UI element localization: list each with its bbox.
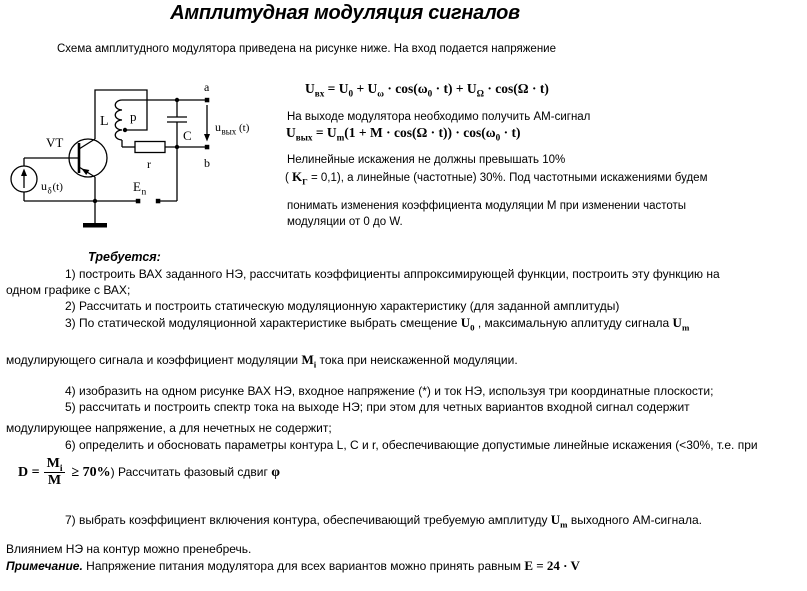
fraction-denominator: M: [47, 473, 62, 488]
task-6: 6) определить и обосновать параметры контура L, C и r, обеспечивающие допустимые линейные искажения (<30%, т.е. при: [65, 438, 758, 452]
resistor-body: [135, 142, 165, 153]
terminal-a-dot: [205, 98, 210, 103]
fraction-lead: D =: [18, 464, 40, 480]
top-junction-dot: [175, 98, 179, 102]
source-label-arg: (t): [52, 181, 63, 193]
intro-text: Схема амплитудного модулятора приведена на рисунке ниже. На вход подается напряжение: [57, 43, 556, 55]
circuit-labels: [41, 80, 250, 198]
task-3-line-1: 3) По статической модуляционной характеристике выбрать смещение $U_0$ , максимальную аплитуду сигнала $U_m$: [65, 315, 690, 333]
transistor-label: VT: [46, 135, 64, 150]
source-label-u: u: [41, 179, 47, 193]
am-signal-note: На выходе модулятора необходимо получить АМ-сигнал: [287, 111, 591, 123]
task-3-line-2: модулирующего сигнала и коэффициент модуляции $M_i$ тока при неискаженной модуляции.: [6, 352, 518, 370]
tap-junction-dot: [123, 128, 127, 132]
source-arrowhead: [21, 169, 27, 177]
formula-output-voltage: $U_{вых} = U_m(1 + M \cdot \cos(\Omega \cdot t)) \cdot \cos(\omega_0 \cdot t)$: [286, 125, 521, 143]
terminal-b-dot: [205, 145, 210, 150]
page-title: Амплитудная модуляция сигналов: [170, 2, 520, 24]
bottom-junction-dot: [175, 145, 179, 149]
circuit-svg: [8, 72, 283, 240]
node-b-label: b: [204, 156, 210, 170]
capacitor-label: C: [183, 128, 192, 143]
fraction: [44, 456, 66, 488]
task-4: 4) изобразить на одном рисунке ВАХ НЭ, входное напряжение (*) и ток НЭ, используя три координатные плоскости;: [65, 384, 714, 398]
neglect-note: Влиянием НЭ на контур можно пренебречь.: [6, 542, 252, 556]
output-arrowhead: [204, 134, 210, 142]
tap-label: p: [130, 109, 137, 124]
source-label-sub: δ: [47, 185, 52, 196]
fraction-rest: ≥ 70%) Рассчитать фазовый сдвиг φ: [71, 464, 280, 480]
task-5-line-1: 5) рассчитать и построить спектр тока на выходе НЭ; при этом для четных вариантов входной сигнал содержит: [65, 400, 690, 414]
node-a-label: a: [204, 80, 210, 94]
task-1-line-2: одном графике с ВАХ;: [6, 283, 131, 297]
task-5-line-2: модулирующее напряжение, а для нечетных не содержит;: [6, 421, 332, 435]
footnote: Примечание. Напряжение питания модулятора для всех вариантов можно принять равным E = 24 · V: [6, 558, 580, 573]
supply-terminal-right: [156, 199, 161, 204]
distortion-note-2: ( $K_Г = 0,1$), а линейные (частотные) 30%. Под частотными искажениями будем: [285, 169, 708, 187]
resistor-label: r: [147, 157, 151, 171]
supply-label: E: [133, 179, 141, 194]
inductor-coil: [115, 100, 122, 140]
fraction-numerator: $M_i$: [44, 456, 66, 473]
tasks-heading: Требуется:: [88, 250, 161, 264]
distortion-note-1: Нелинейные искажения не должны превышать 10%: [287, 154, 566, 166]
task-2: 2) Рассчитать и построить статическую модуляционную характеристику (для заданной амплитуды): [65, 299, 620, 313]
distortion-note-4: модуляции от 0 до W.: [287, 216, 403, 228]
output-label-arg: (t): [239, 122, 250, 134]
supply-label-sub: n: [141, 187, 147, 198]
inductor-label: L: [100, 114, 109, 129]
output-label-sub: вых: [221, 126, 237, 137]
emitter-arrowhead: [81, 169, 89, 176]
output-label-u: u: [215, 120, 221, 134]
am-modulator-circuit-diagram: [8, 72, 283, 245]
ground-bar: [83, 223, 107, 228]
supply-terminal-left: [136, 199, 141, 204]
circuit-wires: [11, 90, 207, 223]
task-1-line-1: 1) построить ВАХ заданного НЭ, рассчитать коэффициенты аппроксимирующей функции, построить эту функцию на: [65, 267, 720, 281]
formula-depth-ratio: [18, 456, 280, 488]
distortion-note-3: понимать изменения коэффициента модуляции М при изменении частоты: [287, 200, 687, 212]
formula-input-voltage: $U_{вх} = U_0 + U_\omega \cdot \cos(\omega_0 \cdot t) + U_\Omega \cdot \cos(\Omega \cdot t)$: [305, 81, 549, 99]
emitter-junction-dot: [93, 199, 97, 203]
task-7: 7) выбрать коэффициент включения контура, обеспечивающий требуемую амплитуду $U_m$ выходного АМ-сигнала.: [65, 512, 702, 530]
